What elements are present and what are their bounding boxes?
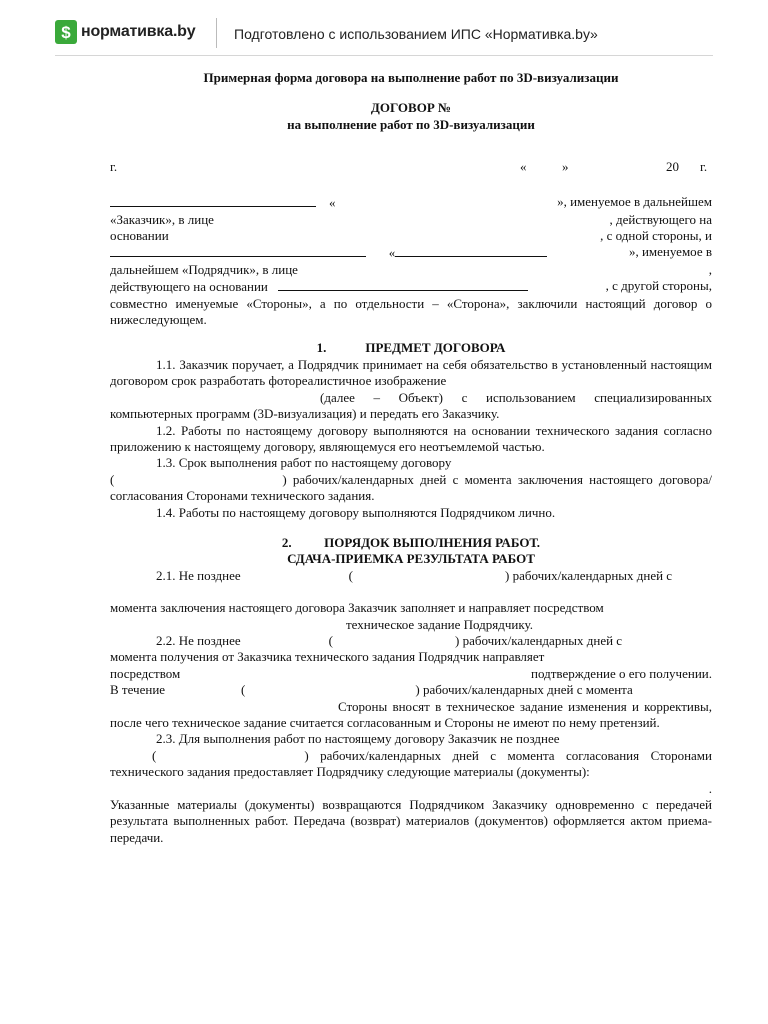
clause-2-1-cont: момента заключения настоящего договора Заказчик заполняет и направляет посредством техническое задание Подрядчику.: [110, 600, 604, 632]
contractor-org-field[interactable]: [395, 244, 547, 257]
form-title: Примерная форма договора на выполнение работ по 3D-визуализации: [203, 70, 619, 85]
logo-icon: [55, 20, 77, 44]
section-2-heading: 2. ПОРЯДОК ВЫПОЛНЕНИЯ РАБОТ.: [281, 534, 541, 550]
logo[interactable]: [55, 20, 195, 44]
date-quote-open: «: [520, 159, 527, 175]
place-date-line: [110, 159, 712, 176]
contractor-name-field[interactable]: [110, 244, 366, 257]
place-label: г.: [110, 159, 118, 175]
clause-1-4: 1.4. Работы по настоящему договору выполняются Подрядчиком лично.: [156, 504, 556, 520]
clause-1-3: 1.3. Срок выполнения работ по настоящему договору ( ) рабочих/календарных дней с момента заключения настоящего договора/согласования Сторонами технического задания.: [110, 455, 712, 504]
date-year: 20: [666, 159, 679, 175]
intro-paragraph: « », именуемое в дальнейшем «Заказчик», в лице , действующего на основании , с одной стороны, и « », именуемое в дальнейшем «Подрядчик», в лице , действующего на основании , с другой стороны, совместно именуемые «Стороны», а по отдельности – «Сторона», заключили настоящий договор о нижеследующем.: [110, 194, 712, 328]
clause-2-2-cont2: Стороны вносят в техническое задание изменения и коррективы, после чего техническое задание считается согласованным и Стороны не имеют по нему претензий.: [110, 698, 712, 730]
customer-name-field[interactable]: [110, 194, 316, 207]
page-header: [0, 0, 768, 60]
logo-text: нормативка.by: [81, 23, 196, 40]
section-1-heading: 1. ПРЕДМЕТ ДОГОВОРА: [316, 340, 506, 356]
clause-1-1: 1.1. Заказчик поручает, а Подрядчик принимает на себя обязательство в установленный настоящим договором срок разработать фотореалистичное изображение (далее – Объект) с использованием специализированных компьютерных программ (3D-визуализация) и передать его Заказчику.: [110, 356, 712, 422]
contract-title: ДОГОВОР №: [370, 100, 452, 116]
contractor-basis-field[interactable]: [278, 278, 528, 291]
section-2-heading-2: СДАЧА-ПРИЕМКА РЕЗУЛЬТАТА РАБОТ: [287, 551, 535, 567]
clause-1-2: 1.2. Работы по настоящему договору выполняются на основании технического задания согласно приложению к настоящему договору, являющемуся его неотъемлемой частью.: [110, 422, 712, 454]
clause-2-3-dot: .: [708, 780, 712, 796]
clause-2-1: 2.1. Не позднее ( ) рабочих/календарных дней с: [156, 567, 673, 583]
date-quote-close: »: [562, 159, 569, 175]
clause-2-2-line3: посредством подтверждение о его получении.: [110, 665, 712, 681]
clause-2-2-cont: момента получения от Заказчика технического задания Подрядчик направляет: [110, 649, 545, 665]
intro-closing: совместно именуемые «Стороны», а по отдельности – «Сторона», заключили настоящий договор о нижеследующем.: [110, 295, 712, 328]
header-divider: [216, 18, 217, 48]
date-year-label: г.: [700, 159, 708, 175]
clause-2-3-cont: Указанные материалы (документы) возвращаются Подрядчиком Заказчику одновременно с передачей результата выполненных работ. Передача (возврат) материалов (документов) оформляется актом приема-передачи.: [110, 797, 712, 845]
header-note: Подготовлено с использованием ИПС «Нормативка.by»: [234, 26, 598, 42]
document-body: [110, 68, 712, 846]
svg-text:$: $: [61, 23, 71, 42]
header-rule: [55, 55, 713, 56]
clause-2-2-line4: В течение ( ) рабочих/календарных дней с момента: [110, 682, 633, 698]
clause-2-3: 2.3. Для выполнения работ по настоящему договору Заказчик не позднее ( ) рабочих/календарных дней с момента согласования Сторонами технического задания предоставляет Подрядчику следующие материалы (документы):: [110, 731, 712, 780]
contract-subtitle: на выполнение работ по 3D-визуализации: [287, 116, 535, 132]
clause-2-2: 2.2. Не позднее ( ) рабочих/календарных дней с: [156, 632, 623, 648]
